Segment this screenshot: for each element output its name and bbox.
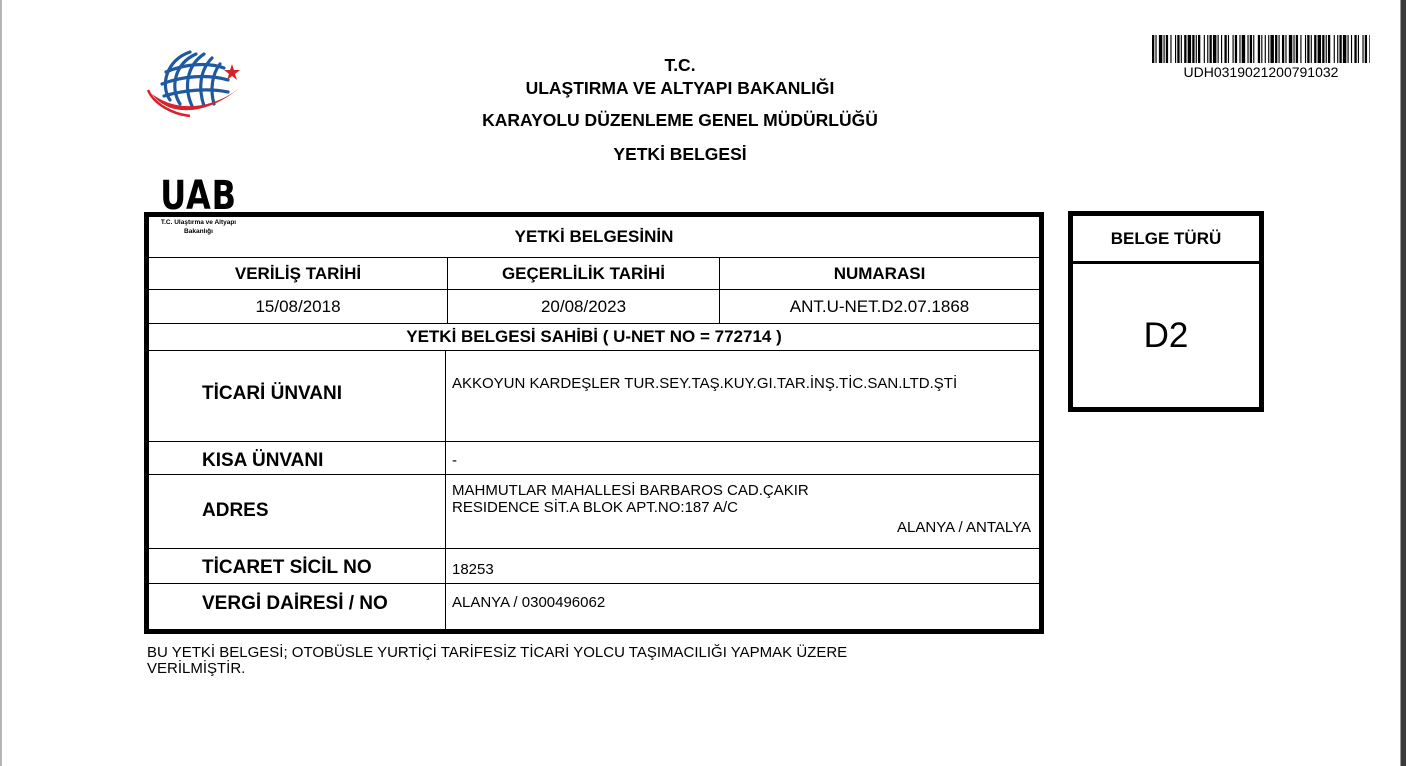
footer-line1: BU YETKİ BELGESİ; OTOBÜSLE YURTİÇİ TARİFESİZ TİCARİ YOLCU TAŞIMACILIĞI YAPMAK ÜZERE bbox=[147, 644, 848, 661]
trade-name-label: TİCARİ ÜNVANI bbox=[202, 383, 343, 404]
header-directorate: KARAYOLU DÜZENLEME GENEL MÜDÜRLÜĞÜ bbox=[482, 110, 878, 130]
document-type-box bbox=[1068, 211, 1264, 412]
short-name-label: KISA ÜNVANI bbox=[202, 450, 324, 471]
scrollbar[interactable] bbox=[1401, 0, 1406, 766]
certificate-table bbox=[144, 212, 1044, 634]
logo-abbreviation: UAB bbox=[160, 173, 237, 219]
column-issue-date: VERİLİŞ TARİHİ bbox=[234, 263, 362, 283]
short-name-value: - bbox=[452, 452, 457, 469]
tax-office-value: ALANYA / 0300496062 bbox=[452, 594, 606, 611]
ministry-logo bbox=[136, 42, 261, 235]
address-line2: RESIDENCE SİT.A BLOK APT.NO:187 A/C bbox=[452, 499, 738, 516]
owner-title: YETKİ BELGESİ SAHİBİ ( U-NET NO = 772714 ) bbox=[406, 327, 782, 346]
document-type-value: D2 bbox=[1143, 315, 1189, 355]
column-validity-date: GEÇERLİLİK TARİHİ bbox=[501, 263, 666, 283]
header-tc: T.C. bbox=[664, 55, 696, 75]
globe-icon bbox=[144, 42, 254, 132]
footer-statement bbox=[147, 645, 967, 677]
header-ministry: ULAŞTIRMA VE ALTYAPI BAKANLIĞI bbox=[525, 78, 835, 98]
address-city: ALANYA / ANTALYA bbox=[897, 519, 1031, 536]
column-number: NUMARASI bbox=[833, 263, 926, 283]
trade-name-value: AKKOYUN KARDEŞLER TUR.SEY.TAŞ.KUY.GI.TAR.İNŞ.TİC.SAN.LTD.ŞTİ bbox=[452, 375, 958, 392]
page-left-edge bbox=[0, 0, 2, 766]
document-type-label: BELGE TÜRÜ bbox=[1073, 216, 1259, 264]
validity-date-value: 20/08/2023 bbox=[540, 296, 627, 316]
logo-subtitle-line2: Bakanlığı bbox=[184, 228, 213, 235]
address-label: ADRES bbox=[202, 500, 269, 521]
logo-subtitle-line1: T.C. Ulaştırma ve Altyapı bbox=[160, 219, 237, 226]
registry-label: TİCARET SİCİL NO bbox=[202, 557, 372, 578]
header-document-title: YETKİ BELGESİ bbox=[613, 144, 747, 164]
issue-date-value: 15/08/2018 bbox=[255, 296, 341, 316]
footer-line2: VERİLMİŞTİR. bbox=[147, 660, 246, 677]
barcode bbox=[1152, 35, 1370, 63]
table-title: YETKİ BELGESİNİN bbox=[514, 227, 674, 246]
barcode-number: UDH0319021200791032 bbox=[1183, 64, 1339, 80]
tax-office-label: VERGİ DAİRESİ / NO bbox=[202, 593, 388, 614]
certificate-number-value: ANT.U-NET.D2.07.1868 bbox=[789, 296, 970, 316]
registry-value: 18253 bbox=[452, 561, 494, 578]
address-line1: MAHMUTLAR MAHALLESİ BARBAROS CAD.ÇAKIR bbox=[452, 482, 809, 499]
